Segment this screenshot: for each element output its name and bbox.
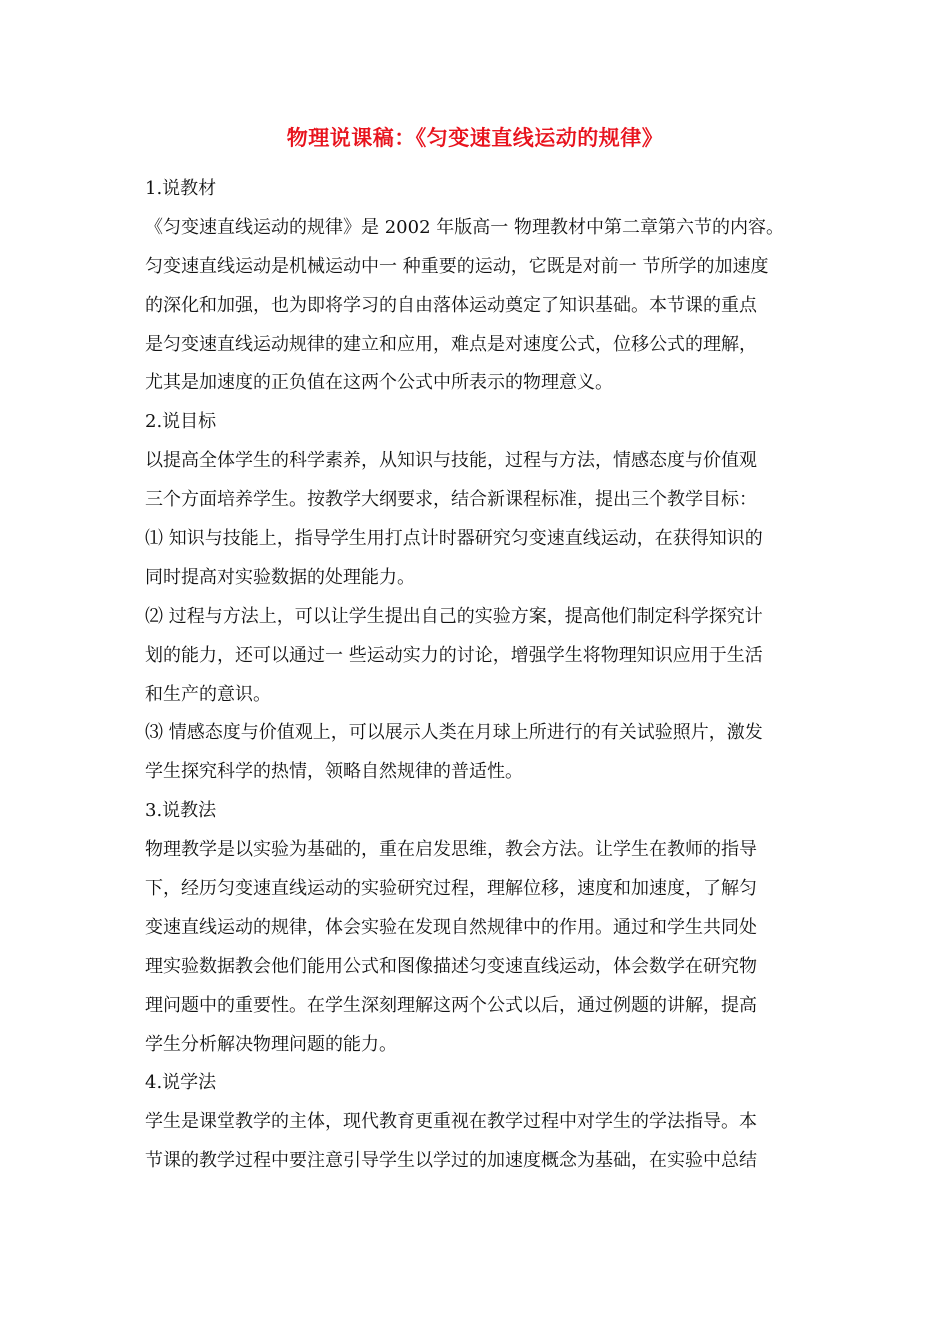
paragraph-line: 下，经历匀变速直线运动的实验研究过程，理解位移，速度和加速度，了解匀 [145,878,757,900]
paragraph-line: 同时提高对实验数据的处理能力。 [145,566,415,588]
paragraph-line: 匀变速直线运动是机械运动中一 种重要的运动，它既是对前一 节所学的加速度 [145,255,769,277]
paragraph-line: 理问题中的重要性。在学生深刻理解这两个公式以后，通过例题的讲解，提高 [145,994,757,1016]
paragraph-line: 是匀变速直线运动规律的建立和应用，难点是对速度公式，位移公式的理解， [145,333,757,355]
section-heading-textbook: 1.说教材 [145,178,217,199]
paragraph-line: 以提高全体学生的科学素养，从知识与技能，过程与方法，情感态度与价值观 [145,450,757,472]
paragraph-line: 《匀变速直线运动的规律》是 2002 年版高一 物理教材中第二章第六节的内容。 [145,216,784,238]
section-heading-objectives: 2.说目标 [145,411,217,433]
paragraph-line: 学生探究科学的热情，领略自然规律的普适性。 [145,761,523,783]
paragraph-line: 变速直线运动的规律，体会实验在发现自然规律中的作用。通过和学生共同处 [145,916,757,938]
section-heading-teaching-method: 3.说教法 [145,800,217,822]
paragraph-line: 节课的教学过程中要注意引导学生以学过的加速度概念为基础，在实验中总结 [145,1150,757,1172]
section-heading-learning-method: 4.说学法 [145,1072,217,1094]
document-title: 物理说课稿：《匀变速直线运动的规律》 [286,125,664,150]
paragraph-line: 物理教学是以实验为基础的，重在启发思维，教会方法。让学生在教师的指导 [145,839,757,861]
paragraph-line: 尤其是加速度的正负值在这两个公式中所表示的物理意义。 [145,372,613,394]
objective-item-line: ⑵ 过程与方法上，可以让学生提出自己的实验方案，提高他们制定科学探究计 [145,605,763,627]
paragraph-line: 理实验数据教会他们能用公式和图像描述匀变速直线运动，体会数学在研究物 [145,955,757,977]
paragraph-line: 和生产的意识。 [145,683,271,705]
paragraph-line: 的深化和加强，也为即将学习的自由落体运动奠定了知识基础。本节课的重点 [145,294,757,316]
objective-item-line: ⑶ 情感态度与价值观上，可以展示人类在月球上所进行的有关试验照片，激发 [145,722,763,744]
paragraph-line: 学生是课堂教学的主体，现代教育更重视在教学过程中对学生的学法指导。本 [145,1111,757,1133]
paragraph-line: 三个方面培养学生。按教学大纲要求，结合新课程标准，提出三个教学目标： [145,489,757,511]
document-body [145,170,805,1181]
objective-item-line: ⑴ 知识与技能上，指导学生用打点计时器研究匀变速直线运动，在获得知识的 [145,528,763,550]
paragraph-line: 学生分析解决物理问题的能力。 [145,1033,397,1055]
paragraph-line: 划的能力，还可以通过一 些运动实力的讨论，增强学生将物理知识应用于生活 [145,644,763,666]
